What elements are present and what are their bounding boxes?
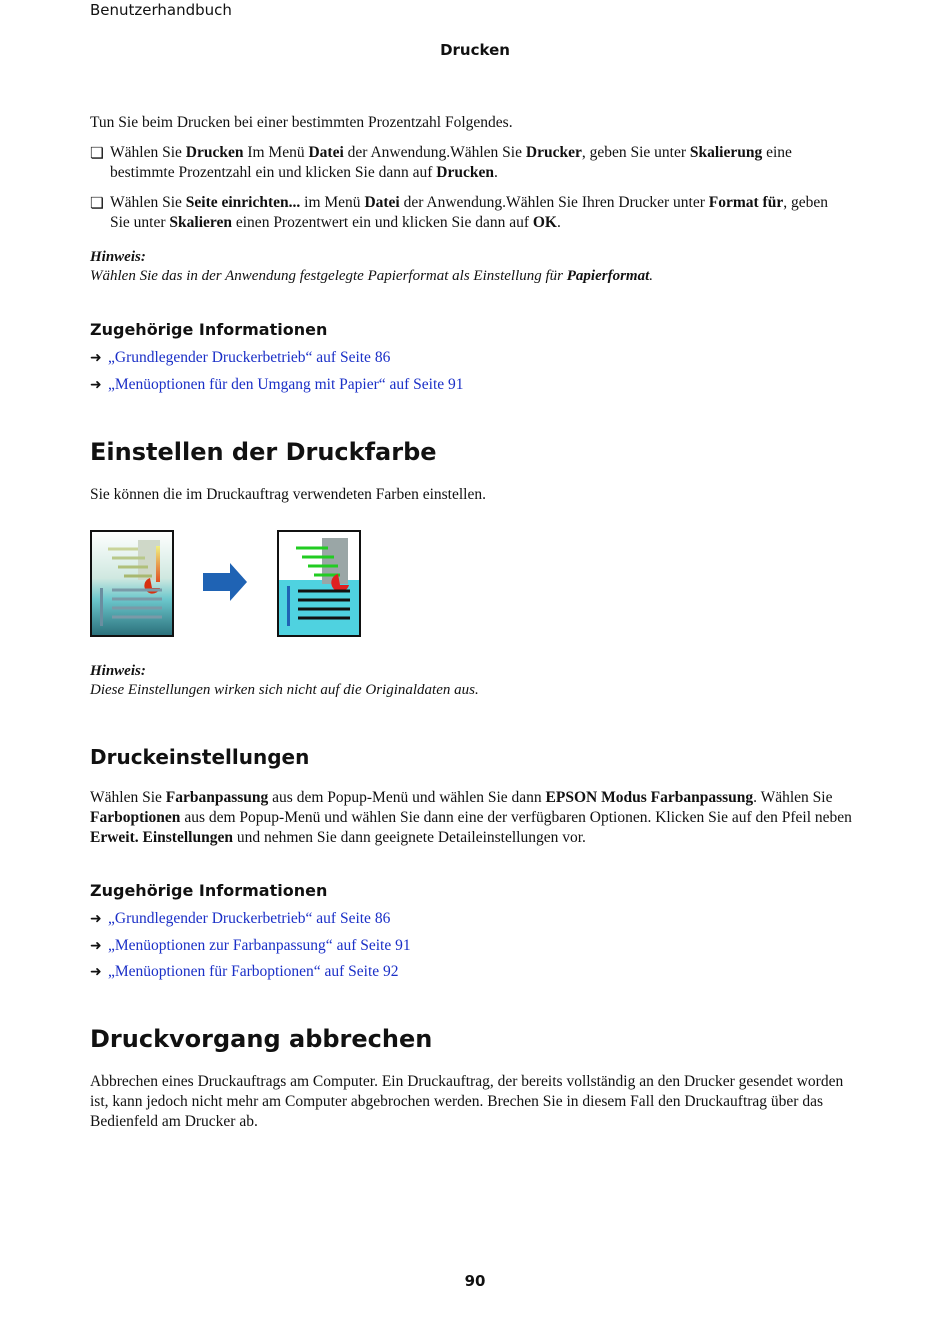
scaling-bullet-2 [90,193,850,233]
scaling-bullet-1-text: Wählen Sie Drucken Im Menü Datei der Anwendung.Wählen Sie Drucker, geben Sie unter Skalierung eine bestimmte Prozentzahl ein und klicken Sie dann auf Drucken. [110,144,792,181]
section-header: Drucken [440,41,510,59]
related-info-title: Zugehörige Informationen [90,320,328,339]
related-info-title: Zugehörige Informationen [90,881,328,900]
section-heading-settings: Druckeinstellungen [90,745,310,769]
checkbox-bullet-icon: ❏ [90,194,104,212]
right-arrow-icon: ➜ [90,350,102,366]
related-link[interactable]: „Menüoptionen für den Umgang mit Papier“ auf Seite 91 [108,376,464,393]
related-link[interactable]: „Grundlegender Druckerbetrieb“ auf Seite 86 [108,349,391,366]
related-link-row[interactable] [90,348,390,368]
right-arrow-icon: ➜ [90,938,102,954]
right-arrow-icon [203,563,247,601]
related-link-row[interactable] [90,909,390,929]
related-link-row[interactable] [90,936,411,956]
running-header: Benutzerhandbuch [90,1,232,19]
section-heading-color: Einstellen der Druckfarbe [90,438,437,466]
cancel-paragraph: Abbrechen eines Druckauftrags am Computer. Ein Druckauftrag, der bereits vollständig an den Drucker gesendet worden ist, kann jedoch nicht mehr am Computer abgebrochen werden. Brechen Sie in diesem Fall den Druckauftrag über das Bedienfeld am Drucker ab. [90,1073,844,1130]
checkbox-bullet-icon: ❏ [90,144,104,162]
note-text: Diese Einstellungen wirken sich nicht auf die Originaldaten aus. [90,682,479,698]
note-label: Hinweis: [90,249,146,265]
scaling-bullet-2-text: Wählen Sie Seite einrichten... im Menü Datei der Anwendung.Wählen Sie Ihren Drucker unter Format für, geben Sie unter Skalieren einen Prozentwert ein und klicken Sie dann auf OK. [110,194,828,231]
right-arrow-icon: ➜ [90,964,102,980]
page-number: 90 [464,1272,486,1290]
color-intro: Sie können die im Druckauftrag verwendeten Farben einstellen. [90,486,486,503]
right-arrow-icon: ➜ [90,911,102,927]
related-link[interactable]: „Grundlegender Druckerbetrieb“ auf Seite 86 [108,910,391,927]
related-link[interactable]: „Menüoptionen zur Farbanpassung“ auf Seite 91 [108,937,411,954]
section-heading-cancel: Druckvorgang abbrechen [90,1025,433,1053]
related-link-row[interactable] [90,375,464,395]
scaling-bullet-1 [90,143,850,183]
scaling-intro: Tun Sie beim Drucken bei einer bestimmten Prozentzahl Folgendes. [90,114,513,131]
note-label: Hinweis: [90,663,146,679]
note-text: Wählen Sie das in der Anwendung festgelegte Papierformat als Einstellung für Papierformat. [90,268,654,284]
related-link-row[interactable] [90,962,399,982]
related-link[interactable]: „Menüoptionen für Farboptionen“ auf Seite 92 [108,963,399,980]
color-adjustment-illustration [90,530,362,638]
right-arrow-icon: ➜ [90,377,102,393]
adjusted-document-icon [278,531,360,636]
settings-paragraph: Wählen Sie Farbanpassung aus dem Popup-Menü und wählen Sie dann EPSON Modus Farbanpassung. Wählen Sie Farboptionen aus dem Popup-Menü und wählen Sie dann eine der verfügbaren Optionen. Klicken Sie auf den Pfeil neben Erweit. Einstellungen und nehmen Sie dann geeignete Detaileinstellungen vor. [90,789,852,846]
original-document-icon [91,531,173,636]
